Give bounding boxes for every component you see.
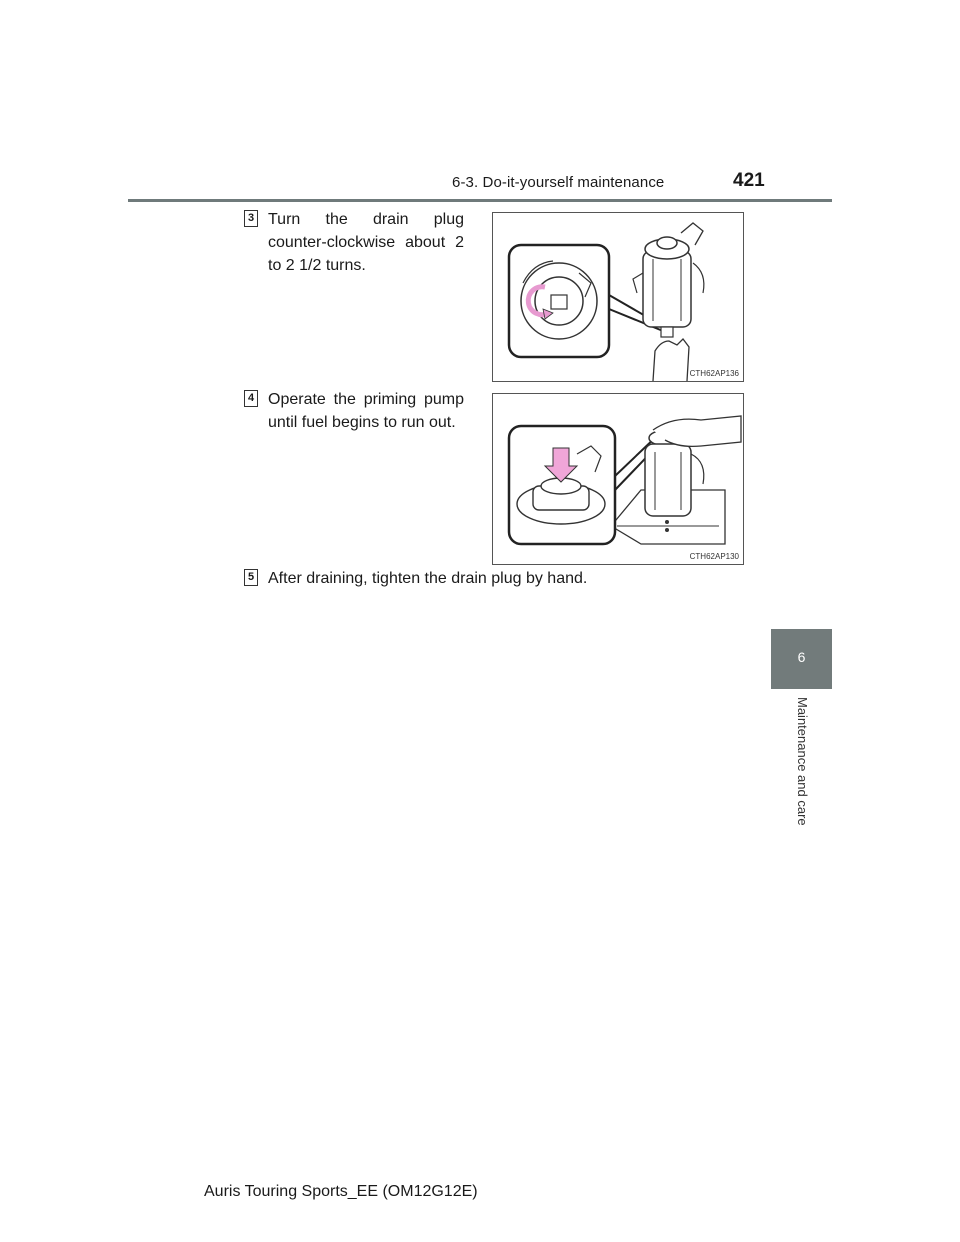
step-text-5: After draining, tighten the drain plug by hand. — [268, 570, 588, 587]
step-number-3: 3 — [244, 210, 258, 227]
step-number-4: 4 — [244, 390, 258, 407]
step-text-3: Turn the drain plug counter-clockwise about 2 to 2 1/2 turns. — [268, 211, 464, 274]
figure-code-130: CTH62AP130 — [689, 552, 739, 561]
priming-pump-illustration — [493, 394, 743, 564]
drain-plug-illustration — [493, 213, 743, 381]
figure-priming-pump — [492, 393, 744, 565]
footer-model: Auris Touring Sports_EE (OM12G12E) — [204, 1183, 478, 1200]
chapter-number: 6 — [797, 649, 806, 665]
step-number-5: 5 — [244, 569, 258, 586]
figure-drain-plug — [492, 212, 744, 382]
step-text-4: Operate the priming pump until fuel begins to run out. — [268, 391, 464, 431]
header-rule — [128, 199, 832, 202]
section-title: 6-3. Do-it-yourself maintenance — [452, 174, 665, 191]
figure-code-136: CTH62AP136 — [689, 369, 739, 378]
chapter-tab — [771, 629, 832, 689]
page-number: 421 — [733, 170, 765, 191]
chapter-label: Maintenance and care — [795, 697, 810, 826]
